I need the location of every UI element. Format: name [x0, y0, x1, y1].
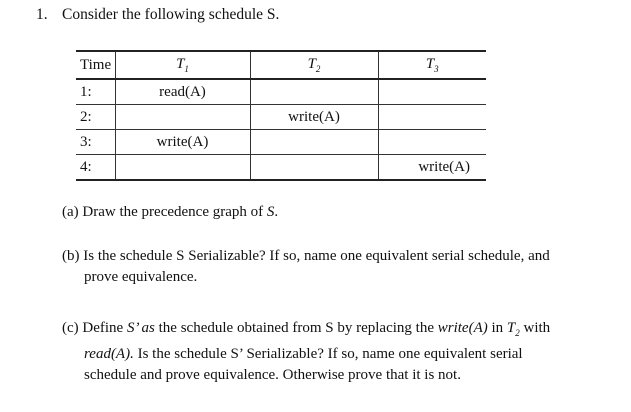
part-a-text: Draw the precedence graph of [82, 204, 264, 220]
t2-op-cell [250, 79, 378, 105]
t2-op-cell: write(A) [250, 105, 378, 130]
t1-op-cell [115, 105, 250, 130]
t1-op-cell [115, 155, 250, 181]
t1-op-cell: read(A) [115, 79, 250, 105]
t2-op-cell [250, 155, 378, 181]
part-c-text: read(A). [84, 346, 134, 362]
time-cell: 3: [76, 130, 115, 155]
question-number: 1. [36, 6, 48, 23]
time-cell: 1: [76, 79, 115, 105]
part-c-txn: $T_2$ [506, 320, 520, 338]
header-t2: $T_2$ [250, 51, 378, 79]
part-c-line2 [62, 344, 607, 365]
part-b-label: (b) [62, 248, 80, 264]
schedule-row [76, 130, 486, 155]
schedule-row [76, 105, 486, 130]
schedule-row [76, 79, 486, 105]
header-t3: $T_3$ [378, 51, 486, 79]
part-c-line3: schedule and prove equivalence. Otherwise prove that it is not. [84, 367, 461, 383]
schedule-table-container [76, 50, 486, 181]
part-c-text: S’ as [126, 320, 155, 336]
part-c-text: Define [82, 320, 124, 336]
part-a-label: (a) [62, 204, 79, 220]
t1-op-cell: write(A) [115, 130, 250, 155]
t3-op-cell [378, 105, 486, 130]
t3-op-cell [378, 130, 486, 155]
part-c [62, 318, 607, 386]
t3-op-cell [378, 79, 486, 105]
part-c-text: with [523, 320, 551, 336]
part-c-line1 [62, 318, 607, 344]
part-a-schedule-name: S [266, 204, 275, 220]
part-a-suffix: . [274, 204, 279, 220]
part-c-text: write(A) [437, 320, 488, 336]
t2-op-cell [250, 130, 378, 155]
schedule-row [76, 155, 486, 181]
schedule-header-row [76, 51, 486, 79]
part-a [62, 202, 607, 223]
part-c-text: the schedule obtained from S by replacing the [158, 320, 434, 336]
part-b-line2: prove equivalence. [84, 269, 198, 285]
part-c-label: (c) [62, 320, 79, 336]
header-time: Time [76, 51, 115, 79]
t3-op-cell: write(A) [378, 155, 486, 181]
time-cell: 2: [76, 105, 115, 130]
schedule-table [76, 50, 486, 181]
part-c-text: in [491, 320, 504, 336]
question-text: Consider the following schedule S. [62, 6, 280, 23]
question-heading [36, 6, 279, 24]
time-cell: 4: [76, 155, 115, 181]
header-t1: $T_1$ [115, 51, 250, 79]
part-c-text: Is the schedule S’ Serializable? If so, name one equivalent serial [137, 346, 523, 362]
part-b-line1: Is the schedule S Serializable? If so, name one equivalent serial schedule, and [83, 248, 550, 264]
part-b [62, 246, 607, 288]
